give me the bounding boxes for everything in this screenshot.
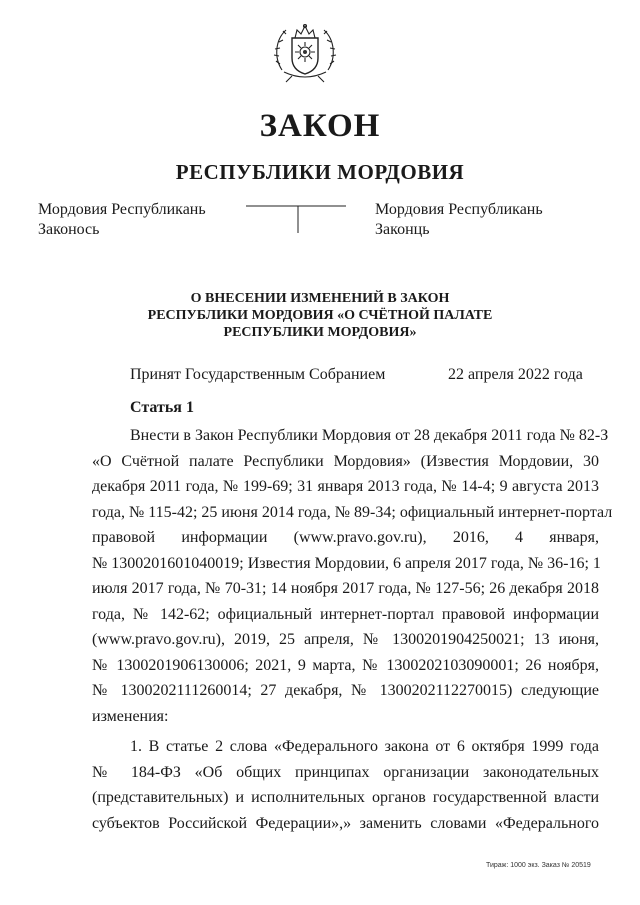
right-caption-line: Мордовия Республикань — [375, 201, 543, 218]
document-subtitle: РЕСПУБЛИКИ МОРДОВИЯ — [175, 160, 465, 184]
coat-of-arms-mordovia-icon — [270, 18, 340, 88]
item-line: 1. В статье 2 слова «Федерального закона от 6 октября 1999 года — [130, 738, 599, 755]
adopted-label: Принят Государственным Собранием — [130, 366, 386, 383]
adopted-date: 22 апреля 2022 года — [448, 366, 583, 383]
law-heading-line: РЕСПУБЛИКИ МОРДОВИЯ» — [223, 325, 417, 340]
body-line: Внести в Закон Республики Мордовия от 28 декабря 2011 года № 82-З — [130, 427, 609, 444]
left-bilingual-caption — [38, 200, 206, 240]
document-title: ЗАКОН — [259, 108, 381, 144]
body-line: № 1300201906130006; 2021, 9 марта, № 1300202103090001; 26 ноября, — [92, 657, 599, 674]
law-heading-line: РЕСПУБЛИКИ МОРДОВИЯ «О СЧЁТНОЙ ПАЛАТЕ — [147, 308, 493, 323]
article-title: Статья 1 — [130, 399, 194, 416]
law-heading-line: О ВНЕСЕНИИ ИЗМЕНЕНИЙ В ЗАКОН — [190, 291, 450, 306]
body-line: года, № 115-42; 25 июня 2014 года, № 89-34; официальный интернет-портал — [92, 504, 613, 521]
coat-of-arms-emblem — [270, 18, 340, 88]
law-heading — [0, 290, 640, 341]
body-line: июля 2017 года, № 70-31; 14 ноября 2017 года, № 127-56; 26 декабря 2018 — [92, 580, 599, 597]
body-line: (www.pravo.gov.ru), 2019, 25 апреля, № 1300201904250021; 13 июня, — [92, 631, 599, 648]
body-line: изменения: — [92, 708, 169, 725]
print-run-note: Тираж: 1000 экз. Заказ № 20519 — [486, 862, 591, 869]
left-caption-line: Законось — [38, 221, 100, 238]
t-divider-line — [246, 205, 346, 235]
body-line: № 1300201601040019; Известия Мордовии, 6 апреля 2017 года, № 36-16; 1 — [92, 555, 601, 572]
body-line: года, № 142-62; официальный интернет-портал правовой информации — [92, 606, 599, 623]
right-caption-line: Законць — [375, 221, 430, 238]
item-line: (представительных) и исполнительных органов государственной власти — [92, 789, 599, 806]
left-caption-line: Мордовия Республикань — [38, 201, 206, 218]
item-line: № 184-ФЗ «Об общих принципах организации законодательных — [92, 764, 599, 781]
body-line: № 1300202111260014; 27 декабря, № 1300202112270015) следующие — [92, 682, 599, 699]
item-line: субъектов Российской Федерации»,» заменить словами «Федерального — [92, 815, 599, 832]
body-line: правовой информации (www.pravo.gov.ru), 2016, 4 января, — [92, 529, 599, 546]
right-bilingual-caption — [375, 200, 543, 240]
body-line: декабря 2011 года, № 199-69; 31 января 2013 года, № 14-4; 9 августа 2013 — [92, 478, 599, 495]
body-line: «О Счётной палате Республики Мордовия» (Известия Мордовии, 30 — [92, 453, 599, 470]
